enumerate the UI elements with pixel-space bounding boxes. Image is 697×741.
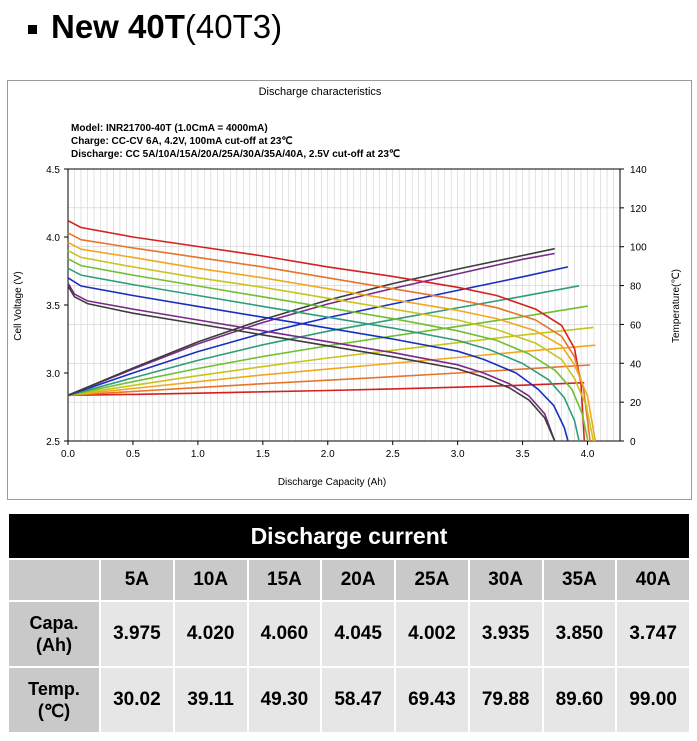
y2-tick-label: 80: [630, 281, 642, 293]
capacity-cell: 4.020: [174, 601, 248, 667]
x-tick-label: 3.0: [450, 449, 465, 460]
y2-tick-label: 120: [630, 203, 647, 215]
header-cell: 20A: [321, 559, 395, 601]
capacity-cell: 4.060: [248, 601, 322, 667]
bullet-square-icon: [28, 25, 37, 34]
y-tick-label: 2.5: [46, 437, 60, 448]
temp-cell: 39.11: [174, 667, 248, 733]
heading-sub: (40T3): [184, 8, 283, 45]
y2-tick-label: 20: [630, 398, 642, 410]
y2-tick-label: 140: [630, 165, 647, 176]
x-tick-label: 2.0: [320, 449, 335, 460]
x-tick-label: 1.0: [190, 449, 205, 460]
grid: [68, 169, 620, 441]
y-tick-label: 4.0: [46, 233, 60, 244]
header-cell: 35A: [543, 559, 617, 601]
page-heading: [28, 2, 282, 52]
voltage-line-30A: [68, 268, 579, 441]
plot-frame: [68, 169, 620, 441]
capacity-cell: 4.002: [395, 601, 469, 667]
y-tick-label: 3.0: [46, 369, 60, 380]
temp-cell: 99.00: [616, 667, 690, 733]
temp-cell: 69.43: [395, 667, 469, 733]
table-row-capacity: [8, 601, 690, 667]
x-tick-label: 3.5: [515, 449, 530, 460]
heading-main: New 40T: [51, 8, 185, 45]
temp-cell: 30.02: [100, 667, 174, 733]
row-label-line: (℃): [37, 701, 71, 721]
y-tick-label: 4.5: [46, 165, 60, 176]
x-tick-label: 2.5: [385, 449, 400, 460]
row-label-temperature: [8, 667, 100, 733]
y2-tick-label: 60: [630, 320, 642, 332]
temp-cell: 79.88: [469, 667, 543, 733]
temperature-line-5A: [68, 383, 584, 396]
header-cell: 10A: [174, 559, 248, 601]
row-label-line: (Ah): [36, 635, 72, 655]
table-row-temperature: [8, 667, 690, 733]
header-cell: 15A: [248, 559, 322, 601]
row-label-line: Capa.: [29, 613, 79, 633]
capacity-cell: 3.975: [100, 601, 174, 667]
x-tick-label: 0.5: [125, 449, 140, 460]
capacity-cell: 3.747: [616, 601, 690, 667]
y-axis-label: Cell Voltage (V): [13, 271, 24, 341]
chart-title: Discharge characteristics: [258, 86, 382, 98]
y2-axis-label: Temperature(℃): [671, 268, 682, 344]
row-label-capacity: [8, 601, 100, 667]
temp-cell: 58.47: [321, 667, 395, 733]
ticks: [46, 165, 647, 460]
x-tick-label: 0.0: [61, 449, 75, 460]
y2-tick-label: 0: [630, 437, 636, 448]
temp-cell: 49.30: [248, 667, 322, 733]
temp-cell: 89.60: [543, 667, 617, 733]
table-header-row: [8, 559, 690, 601]
annotation-charge: Charge: CC-CV 6A, 4.2V, 100mA cut-off at 23℃: [71, 136, 293, 147]
x-tick-label: 4.0: [580, 449, 595, 460]
discharge-chart-svg: [8, 81, 691, 499]
x-axis-label: Discharge Capacity (Ah): [277, 477, 387, 488]
row-label-line: Temp.: [28, 679, 80, 699]
voltage-line-40A: [68, 283, 555, 441]
header-cell: 40A: [616, 559, 690, 601]
capacity-cell: 3.935: [469, 601, 543, 667]
discharge-chart: [7, 80, 692, 500]
annotation-discharge: Discharge: CC 5A/10A/15A/20A/25A/30A/35A/40A, 2.5V cut-off at 23℃: [71, 149, 401, 160]
y2-tick-label: 100: [630, 242, 647, 254]
table-corner-cell: [8, 559, 100, 601]
capacity-cell: 4.045: [321, 601, 395, 667]
x-tick-label: 1.5: [255, 449, 270, 460]
header-cell: 30A: [469, 559, 543, 601]
y-tick-label: 3.5: [46, 301, 60, 312]
header-cell: 5A: [100, 559, 174, 601]
annotation-model: Model: INR21700-40T (1.0CmA = 4000mA): [71, 123, 268, 134]
header-cell: 25A: [395, 559, 469, 601]
capacity-cell: 3.850: [543, 601, 617, 667]
discharge-table: [7, 512, 691, 734]
y2-tick-label: 40: [630, 359, 642, 371]
table-title: Discharge current: [8, 513, 690, 559]
